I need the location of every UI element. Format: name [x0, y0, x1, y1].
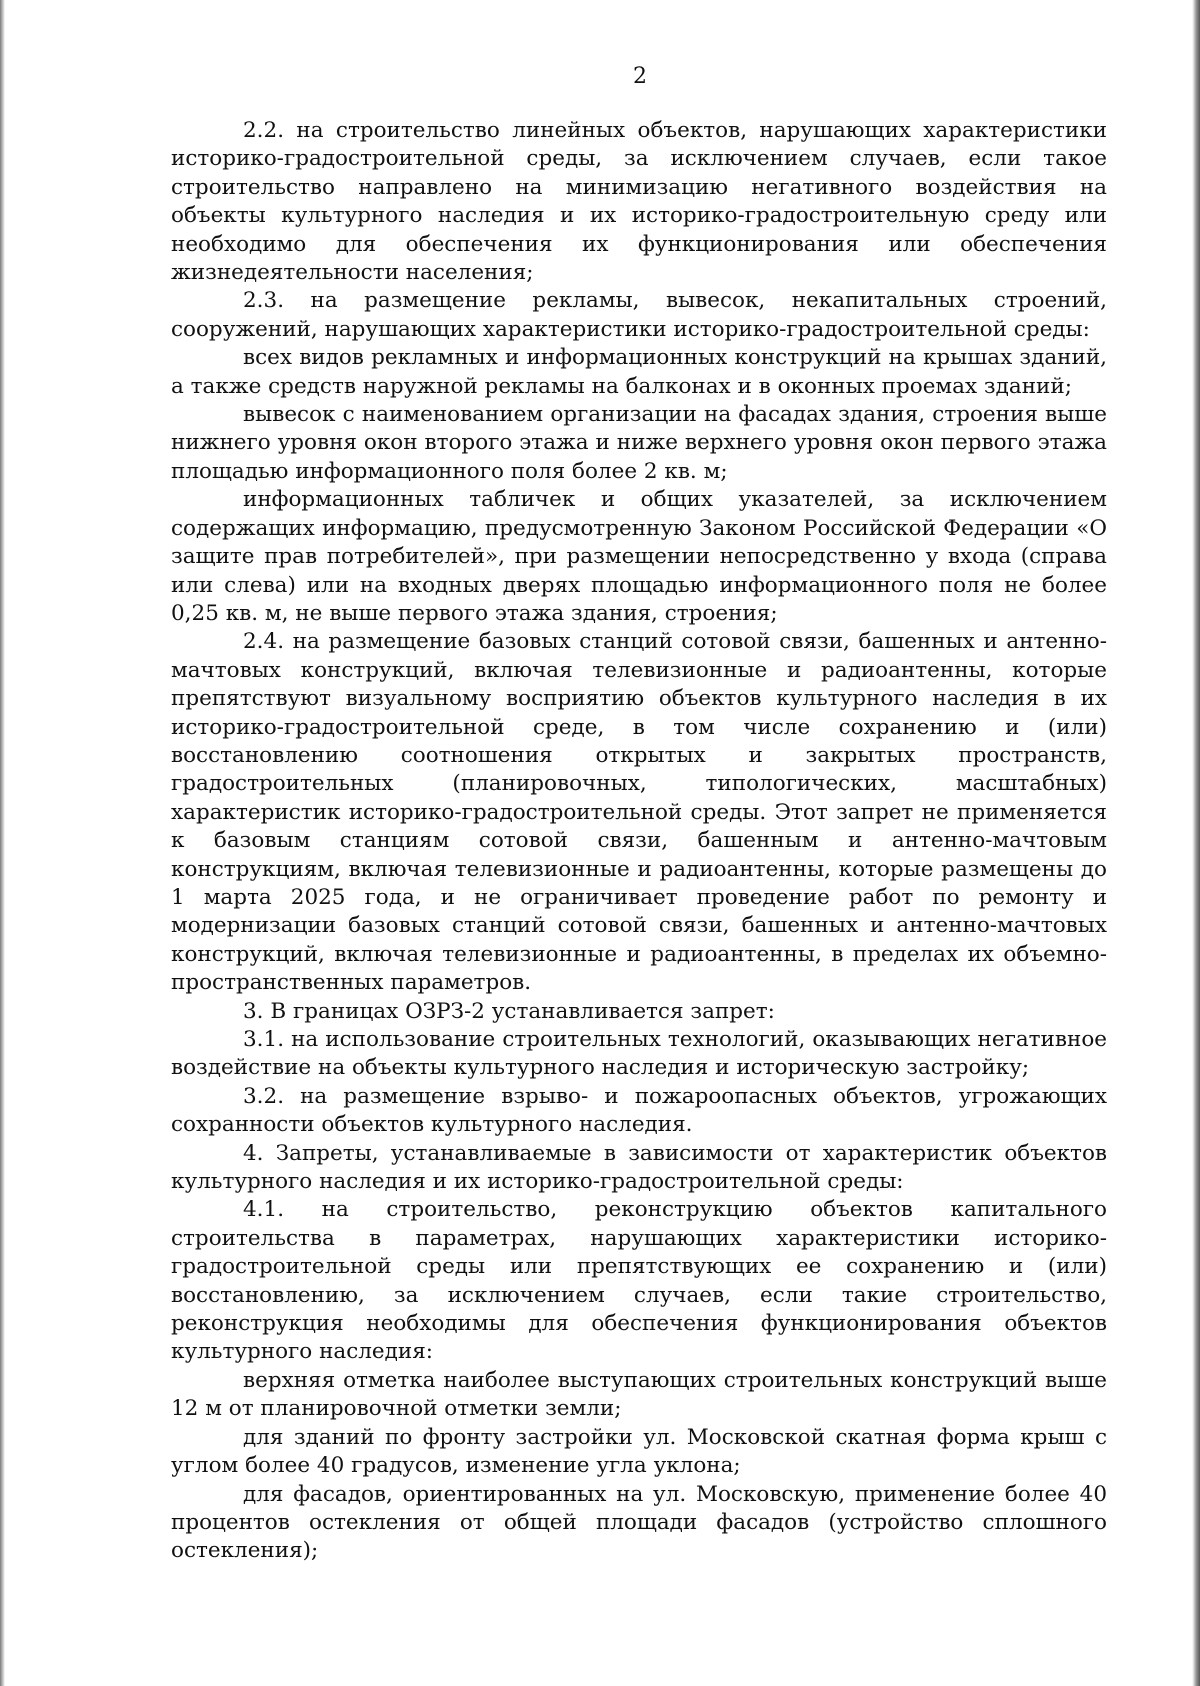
paragraph-4: 4. Запреты, устанавливаемые в зависимости от характеристик объектов культурного наследия и их историко-градостроительной среды:: [171, 1140, 1107, 1195]
paragraph-3-1: 3.1. на использование строительных технологий, оказывающих негативное воздействие на объекты культурного наследия и историческую застройку;: [171, 1027, 1107, 1081]
paragraph-2-2: 2.2. на строительство линейных объектов, нарушающих характеристики историко-градостроительной среды, за исключением случаев, если такое строительство направлено на минимизацию негативного воздействия на объекты культурного наследия и их историко-градостроительную среду или необходимо для обеспечения их функционирования или обеспечения жизнедеятельности населения;: [171, 118, 1107, 286]
paragraph-4-1-roof: для зданий по фронту застройки ул. Московской скатная форма крыш с углом более 40 градусов, изменение угла уклона;: [171, 1424, 1107, 1479]
paragraph-2-4: 2.4. на размещение базовых станций сотовой связи, башенных и антенно-мачтовых конструкций, включая телевизионные и радиоантенны, которые препятствуют визуальному восприятию объектов культурного наследия в их историко-градостроительной среде, в том числе сохранению и (или) восстановлению соотношения открытых и закрытых пространств, градостроительных (планировочных, типологических, масштабных) характеристик историко-градостроительной среды. Этот запрет не применяется к базовым станциям сотовой связи, башенным и антенно-мачтовым конструкциям, включая телевизионные и радиоантенны, которые размещены до 1 марта 2025 года, и не ограничивает проведение работ по ремонту и модернизации базовых станций сотовой связи, башенных и антенно-мачтовых конструкций, включая телевизионные и радиоантенны, в пределах их объемно-пространственных параметров.: [171, 629, 1107, 996]
paragraph-3: 3. В границах ОЗРЗ-2 устанавливается запрет:: [243, 998, 775, 1024]
paragraph-4-1-glazing: для фасадов, ориентированных на ул. Московскую, применение более 40 процентов остекления от общей площади фасадов (устройство сплошного остекления);: [171, 1481, 1107, 1564]
scan-edge-right: [1192, 0, 1200, 1686]
document-body: [171, 117, 1107, 1566]
paragraph-4-1-height: верхняя отметка наиболее выступающих строительных конструкций выше 12 м от планировочной отметки земли;: [171, 1367, 1107, 1422]
scan-edge-left: [0, 0, 5, 1686]
paragraph-2-3-roof-advertising: всех видов рекламных и информационных конструкций на крышах зданий, а также средств наружной рекламы на балконах и в оконных проемах зданий;: [171, 345, 1107, 399]
paragraph-3-2: 3.2. на размещение взрыво- и пожароопасных объектов, угрожающих сохранности объектов культурного наследия.: [171, 1083, 1107, 1138]
paragraph-2-3-info-plates: информационных табличек и общих указателей, за исключением содержащих информацию, предусмотренную Законом Российской Федерации «О защите прав потребителей», при размещении непосредственно у входа (справа или слева) или на входных дверях площадью информационного поля не более 0,25 кв. м, не выше первого этажа здания, строения;: [171, 487, 1107, 626]
paragraph-2-3: 2.3. на размещение рекламы, вывесок, некапитальных строений, сооружений, нарушающих характеристики историко-градостроительной среды:: [171, 288, 1107, 342]
paragraph-4-1: 4.1. на строительство, реконструкцию объектов капитального строительства в параметрах, нарушающих характеристики историко-градостроительной среды или препятствующих ее сохранению и (или) восстановлению, за исключением случаев, если такие строительство, реконструкция необходимы для обеспечения функционирования объектов культурного наследия:: [171, 1197, 1107, 1365]
paragraph-2-3-signs: вывесок с наименованием организации на фасадах здания, строения выше нижнего уровня окон второго этажа и ниже верхнего уровня окон первого этажа площадью информационного поля более 2 кв. м;: [171, 402, 1107, 484]
page-number: 2: [633, 64, 647, 89]
